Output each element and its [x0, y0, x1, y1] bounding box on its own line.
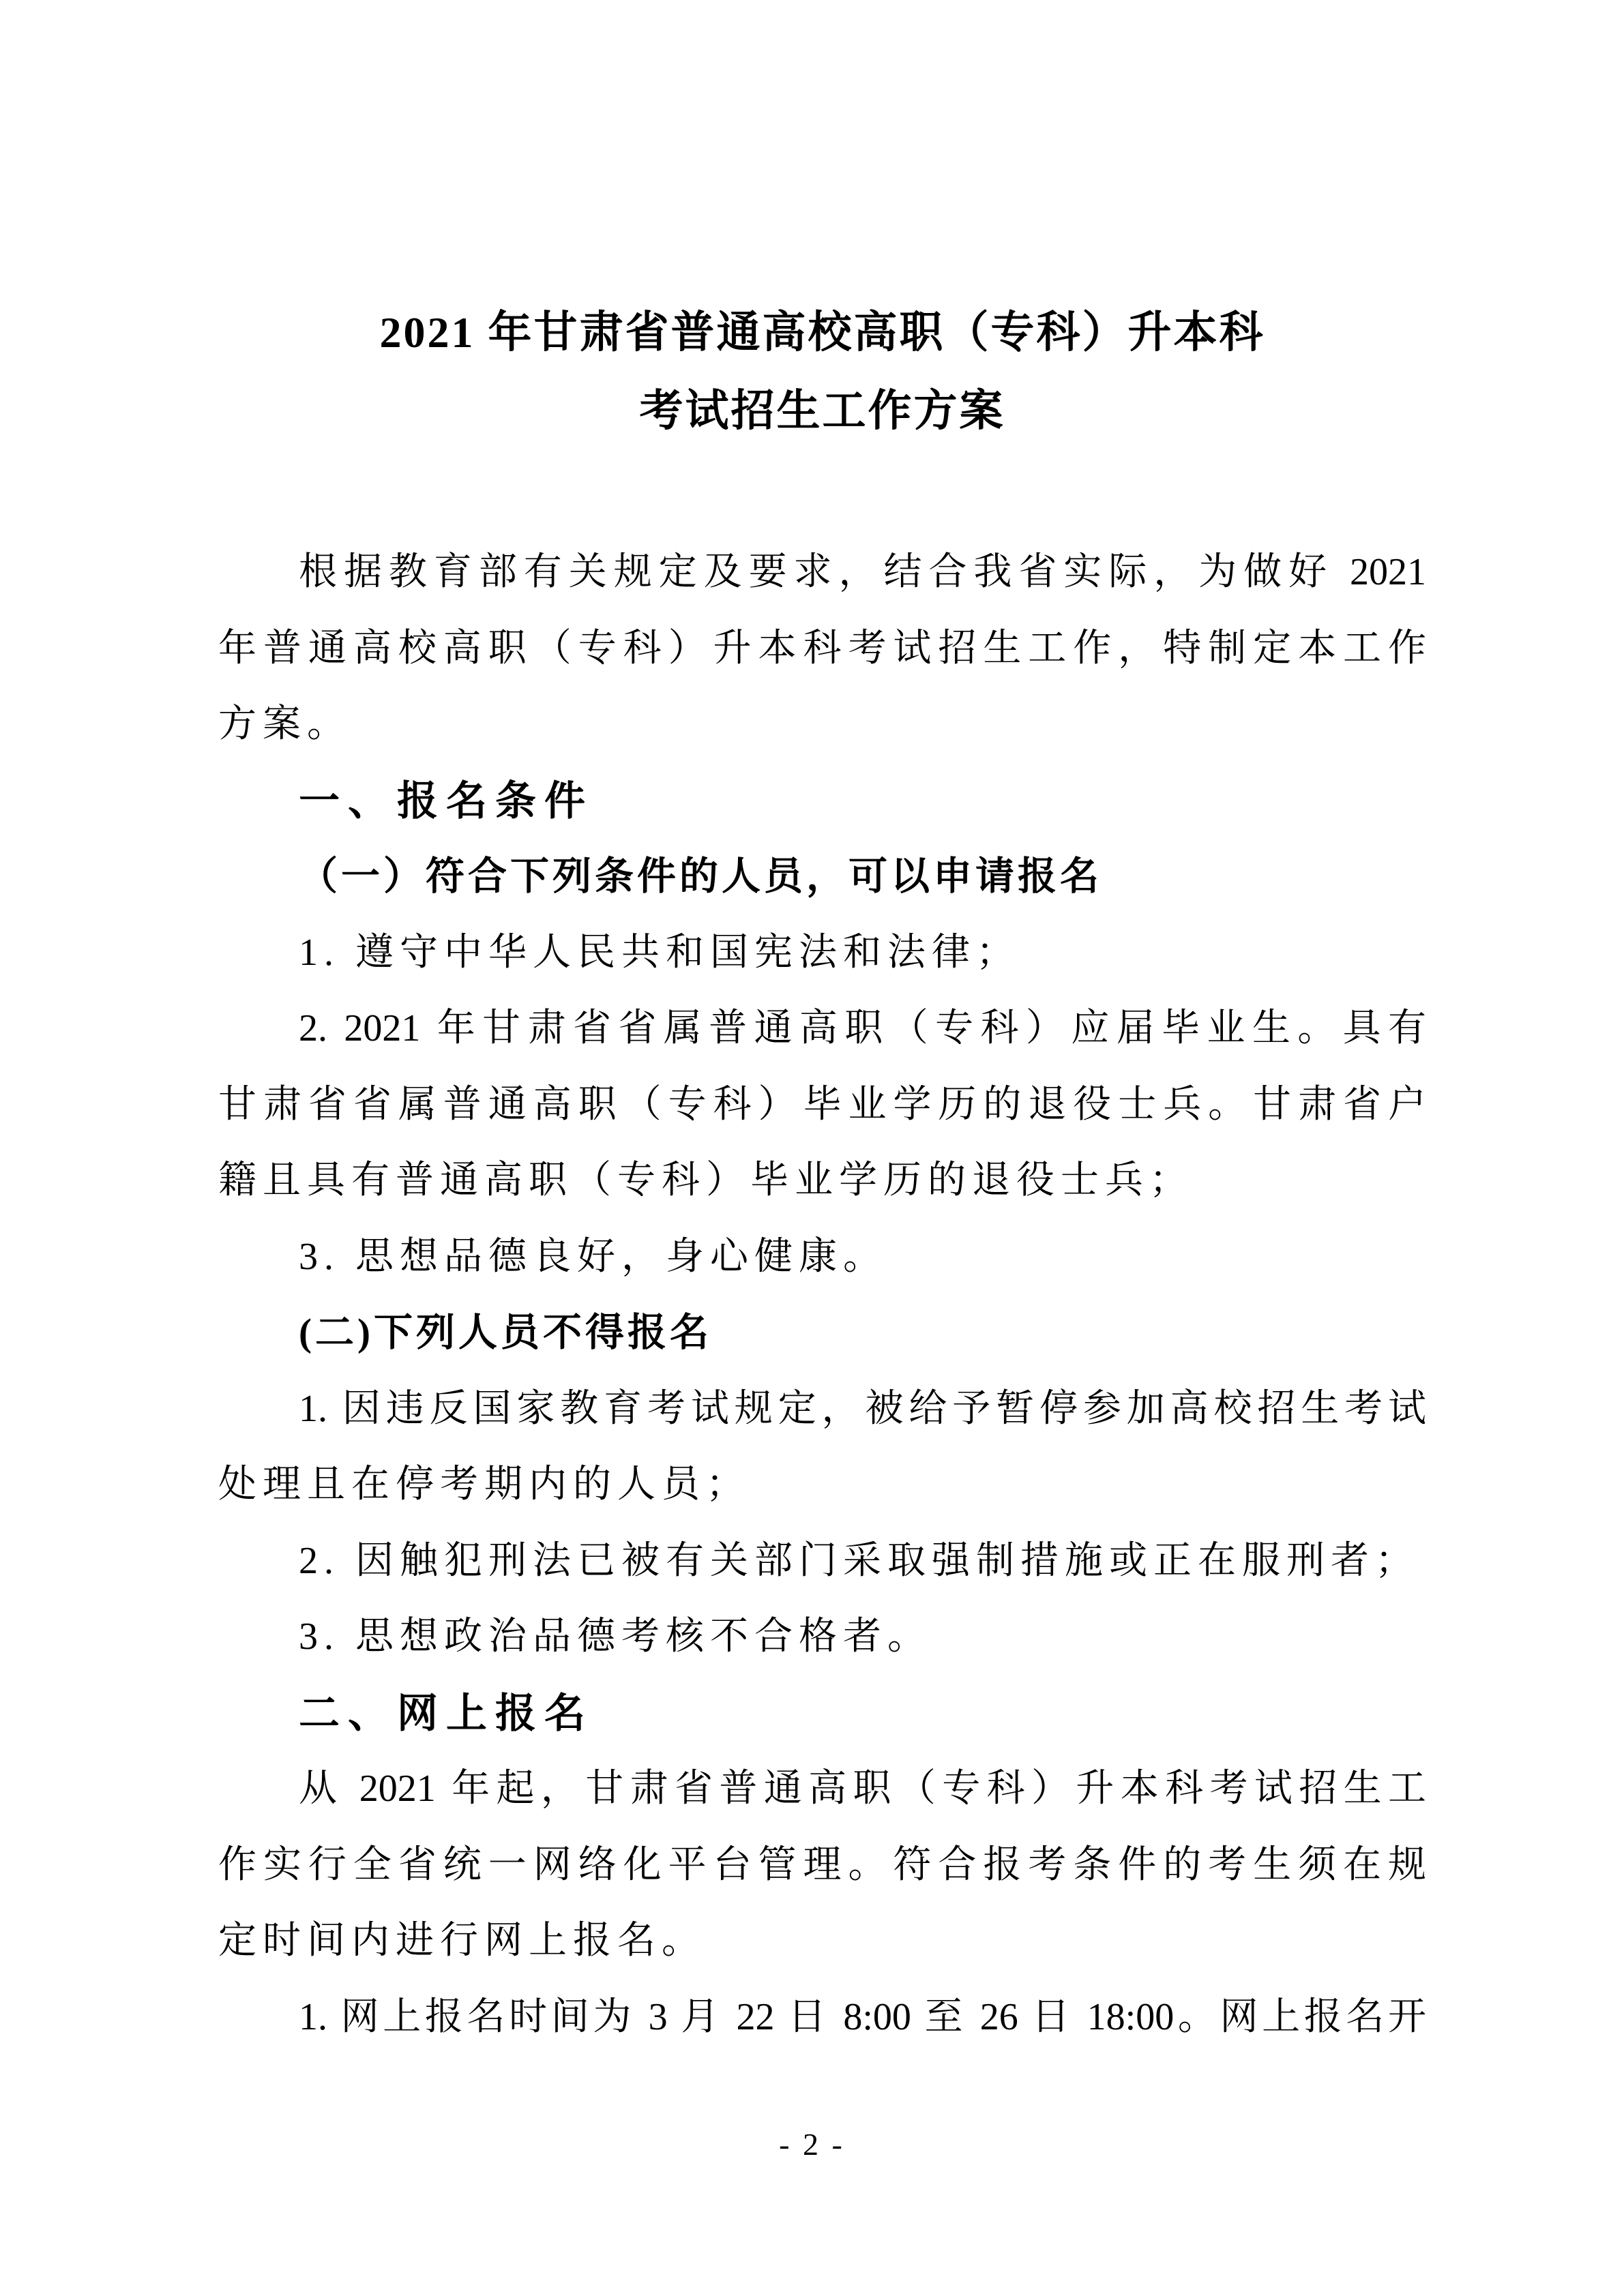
forbidden-item-2-line: 2. 因触犯刑法已被有关部门采取强制措施或正在服刑者； — [299, 1539, 1419, 1582]
forbidden-item-1-line-2: 处理且在停考期内的人员； — [218, 1463, 750, 1506]
intro-line-2: 年普通高校高职（专科）升本科考试招生工作，特制定本工作 — [218, 627, 1426, 670]
forbidden-item-1-line-1: 1. 因违反国家教育考试规定，被给予暂停参加高校招生考试 — [299, 1387, 1426, 1430]
section-1-heading: 一、报名条件 — [299, 777, 593, 824]
document-content — [218, 0, 1426, 2055]
item-1-line: 1. 遵守中华人民共和国宪法和法律； — [299, 931, 1020, 974]
online-reg-line-2: 作实行全省统一网络化平台管理。符合报考条件的考生须在规 — [218, 1843, 1426, 1886]
item-2-line-1: 2. 2021 年甘肃省省属普通高职（专科）应届毕业生。具有 — [299, 1007, 1426, 1049]
page-number: - 2 - — [779, 2127, 845, 2162]
title-line-1: 2021 年甘肃省普通高校高职（专科）升本科 — [379, 308, 1265, 357]
document-body — [218, 535, 1426, 2055]
item-2-line-3: 籍且具有普通高职（专科）毕业学历的退役士兵； — [218, 1159, 1194, 1202]
online-reg-line-1: 从 2021 年起，甘肃省普通高职（专科）升本科考试招生工 — [299, 1768, 1426, 1810]
section-2-heading: 二、网上报名 — [299, 1690, 593, 1736]
item-3-line: 3. 思想品德良好，身心健康。 — [299, 1235, 887, 1278]
document-title — [218, 0, 1426, 450]
subsection-1-1-heading: （一）符合下列条件的人员，可以申请报名 — [299, 855, 1102, 898]
item-2-line-2: 甘肃省省属普通高职（专科）毕业学历的退役士兵。甘肃省户 — [218, 1083, 1426, 1126]
reg-time-line: 1. 网上报名时间为 3 月 22 日 8:00 至 26 日 18:00。网上报名开 — [299, 1995, 1426, 2038]
forbidden-item-3-line: 3. 思想政治品德考核不合格者。 — [299, 1615, 932, 1658]
online-reg-line-3: 定时间内进行网上报名。 — [218, 1920, 706, 1962]
title-line-2: 考试招生工作方案 — [639, 387, 1005, 435]
intro-line-1: 根据教育部有关规定及要求，结合我省实际，为做好 2021 — [299, 551, 1426, 593]
intro-line-3: 方案。 — [218, 703, 351, 745]
subsection-1-2-heading: (二)下列人员不得报名 — [299, 1311, 712, 1354]
